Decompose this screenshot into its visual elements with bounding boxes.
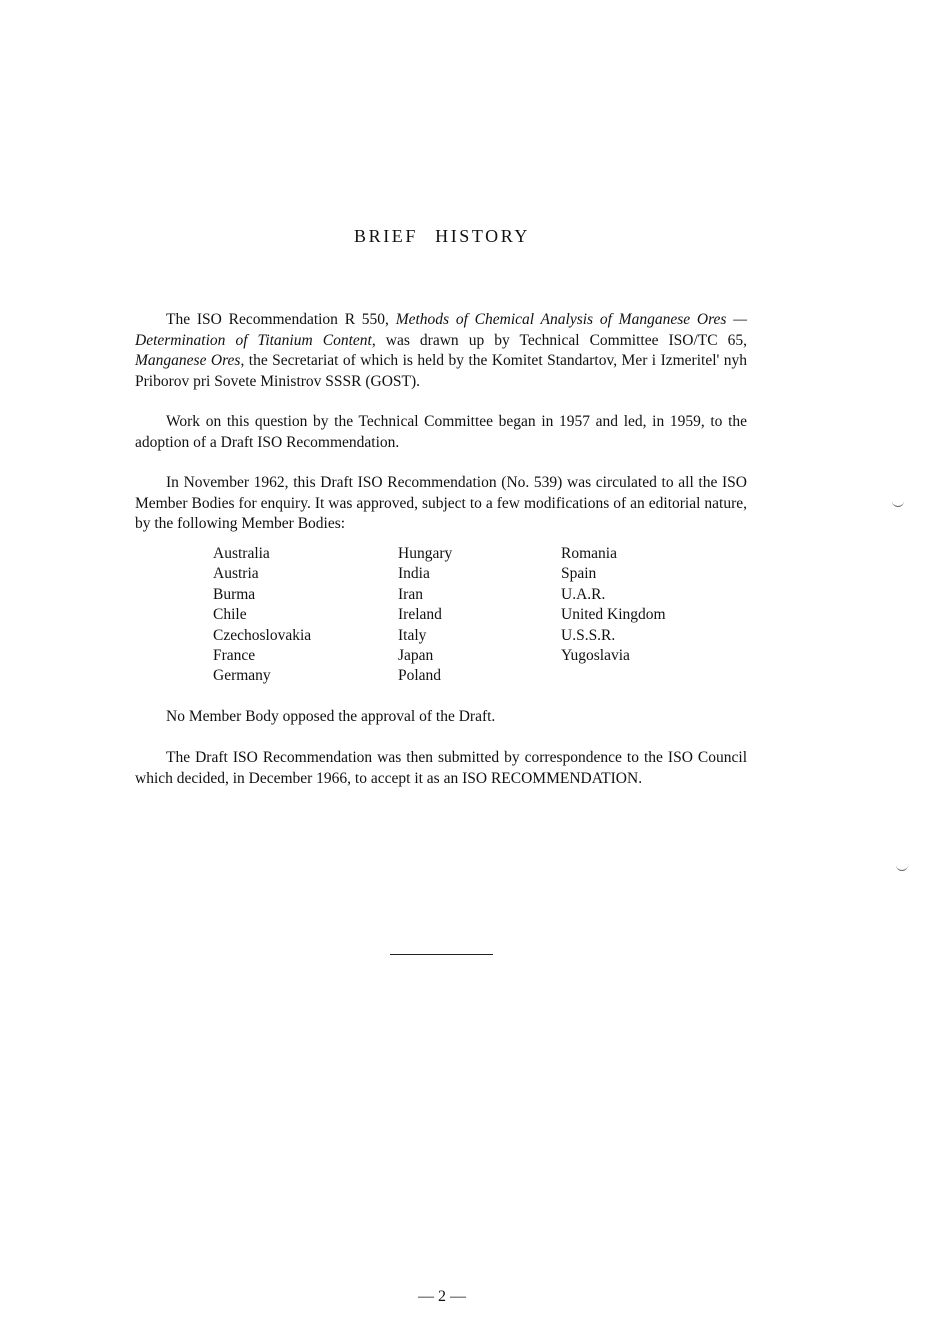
member-body: Romania <box>561 545 617 562</box>
margin-mark <box>896 864 908 871</box>
member-body: U.S.S.R. <box>561 626 616 644</box>
member-bodies-column-1 <box>213 544 311 687</box>
member-body: Iran <box>398 585 423 603</box>
page-number: — 2 — <box>418 1288 466 1305</box>
member-body: Poland <box>398 667 442 685</box>
paragraph-circulation <box>135 473 747 535</box>
paragraph-drafting-mid: , was drawn up by Technical Committee ISO/TC 65, <box>371 331 748 349</box>
paragraph-no-opposition-text: No Member Body opposed the approval of the Draft. <box>166 708 496 725</box>
paragraph-work-history-text: Work on this question by the Technical Committee began in 1957 and led, in 1959, to the adoption of a Draft ISO Recommendation. <box>135 413 747 451</box>
member-body: India <box>398 565 430 583</box>
member-body: Italy <box>398 626 427 644</box>
member-body: Austria <box>213 565 259 583</box>
member-body: Chile <box>213 606 247 624</box>
paragraph-work-history <box>135 412 747 453</box>
member-body: Australia <box>213 545 270 562</box>
member-body: Yugoslavia <box>561 646 630 664</box>
paragraph-drafting-lead: The ISO Recommendation R 550, <box>166 311 396 328</box>
member-bodies-column-2 <box>398 544 452 687</box>
member-body: United Kingdom <box>561 606 666 624</box>
member-body: Burma <box>213 585 256 603</box>
member-body: Czechoslovakia <box>213 626 312 644</box>
paragraph-no-opposition <box>135 707 747 728</box>
member-body: Germany <box>213 667 271 685</box>
section-divider <box>390 954 493 955</box>
member-body: Japan <box>398 646 434 664</box>
member-body: Ireland <box>398 606 442 624</box>
paragraph-council-decision-text: The Draft ISO Recommendation was then submitted by correspondence to the ISO Council which decided, in December 1966, to accept it as an ISO RECOMMENDATION. <box>135 749 747 787</box>
member-body: Spain <box>561 565 597 583</box>
paragraph-drafting-tail: , the Secretariat of which is held by the Komitet Standartov, Mer i Izmeritel' nyh Priborov pri Sovete Ministrov SSSR (GOST). <box>135 352 747 390</box>
paragraph-drafting <box>135 310 747 392</box>
paragraph-council-decision <box>135 748 747 789</box>
committee-name: Manganese Ores <box>135 352 241 369</box>
member-bodies-column-3 <box>561 544 666 666</box>
member-body: France <box>213 646 256 664</box>
margin-mark <box>892 500 904 507</box>
paragraph-circulation-text: In November 1962, this Draft ISO Recommendation (No. 539) was circulated to all the ISO Member Bodies for enquiry. It was approved, subject to a few modifications of an editorial nature, by the following Member Bodies: <box>135 474 747 532</box>
member-body: Hungary <box>398 545 453 562</box>
member-body: U.A.R. <box>561 585 606 603</box>
recommendation-title: Methods of Chemical Analysis of Manganese Ores — Determination of Titanium Content <box>135 311 747 349</box>
page-heading: BRIEF HISTORY <box>354 226 530 246</box>
